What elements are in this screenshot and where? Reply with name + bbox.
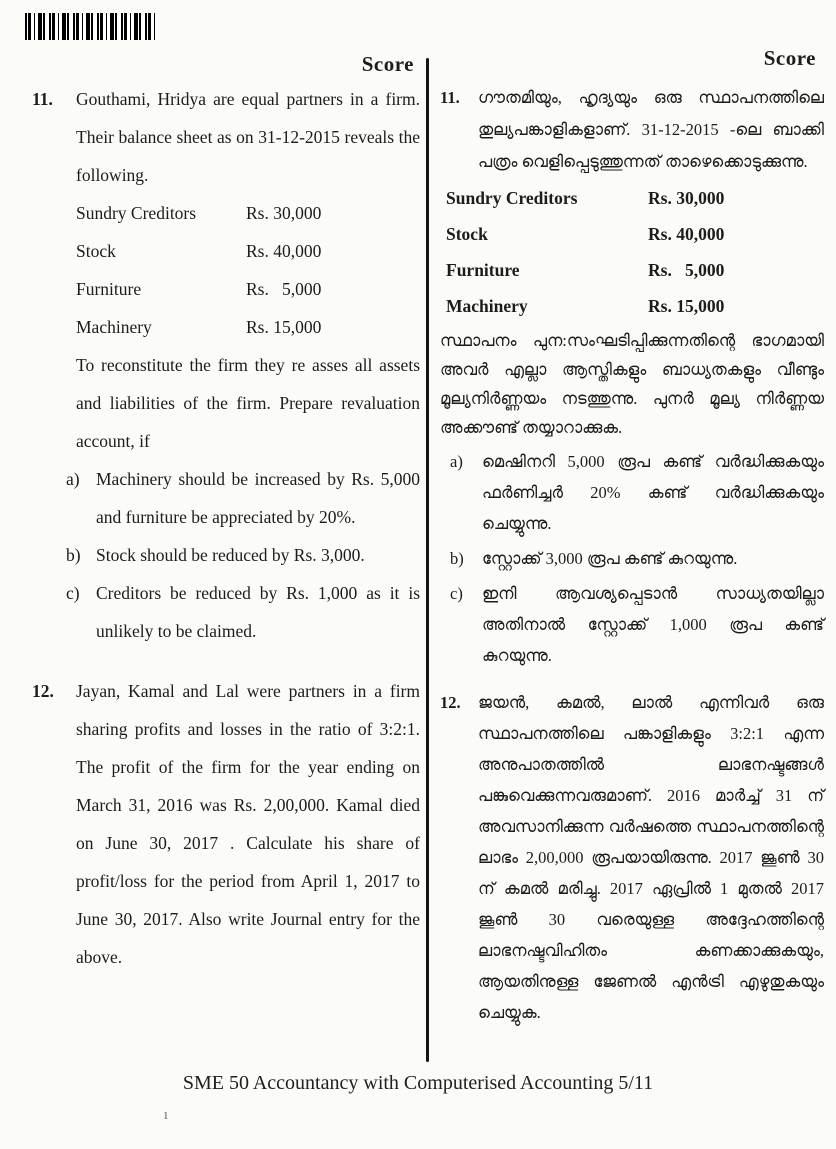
balance-value: Rs. 15,000 xyxy=(246,317,322,337)
question-12-malayalam xyxy=(440,687,824,1028)
question-12-english xyxy=(32,672,420,976)
subitem-text: Creditors be reduced by Rs. 1,000 as it is unlikely to be claimed. xyxy=(96,583,420,641)
subitem-marker: c) xyxy=(66,583,80,603)
subitem-b-malayalam xyxy=(450,543,824,574)
question-number: 12. xyxy=(32,681,54,701)
balance-row xyxy=(76,308,420,346)
subitem-c-english xyxy=(66,574,420,650)
subitem-marker: a) xyxy=(450,452,463,471)
question-intro: Gouthami, Hridya are equal partners in a firm. Their balance sheet as on 31-12-2015 reveals the following. xyxy=(76,89,420,185)
score-label-left: Score xyxy=(361,52,414,76)
subitem-marker: b) xyxy=(450,549,464,568)
balance-sheet-list-english xyxy=(76,194,420,346)
subitem-text: ഇനി ആവശ്യപ്പെടാൻ സാധ്യതയില്ലാ അതിനാൽ സ്റ്റോക്ക് 1,000 രൂപ കണ്ട് കുറയുന്നു. xyxy=(482,584,824,665)
balance-label: Sundry Creditors xyxy=(76,203,197,223)
balance-value: Rs. 5,000 xyxy=(246,279,322,299)
page-footer-title: SME 50 Accountancy with Computerised Accounting 5/11 xyxy=(182,1072,654,1094)
balance-row xyxy=(446,252,824,288)
subitem-text: മെഷിനറി 5,000 രൂപ കണ്ട് വർദ്ധിക്കുകയും ഫർണിച്ചർ 20% കണ്ട് വർദ്ധിക്കുകയും ചെയ്യുന്നു. xyxy=(482,452,824,533)
subitem-text: Machinery should be increased by Rs. 5,000 and furniture be appreciated by 20%. xyxy=(96,469,420,527)
question-body: To reconstitute the firm they re asses all assets and liabilities of the firm. Prepare revaluation account, if xyxy=(76,355,420,451)
subitem-marker: b) xyxy=(66,545,81,565)
balance-value: Rs. 5,000 xyxy=(648,260,725,280)
balance-row xyxy=(446,216,824,252)
balance-row xyxy=(76,232,420,270)
balance-value: Rs. 40,000 xyxy=(648,224,725,244)
question-number: 11. xyxy=(440,88,460,107)
subitem-a-english xyxy=(66,460,420,536)
subitem-c-malayalam xyxy=(450,578,824,671)
question-number: 12. xyxy=(440,693,461,712)
left-column-english xyxy=(32,80,420,976)
barcode-icon xyxy=(25,13,156,40)
subitem-b-english xyxy=(66,536,420,574)
subitem-marker: a) xyxy=(66,469,80,489)
balance-value: Rs. 30,000 xyxy=(246,203,322,223)
right-column-malayalam xyxy=(440,82,824,1028)
balance-label: Machinery xyxy=(76,317,152,337)
question-11-english xyxy=(32,80,420,194)
subitem-marker: c) xyxy=(450,584,463,603)
score-label-right: Score xyxy=(763,46,816,70)
balance-label: Furniture xyxy=(76,279,142,299)
balance-value: Rs. 15,000 xyxy=(648,296,725,316)
question-11-body-english xyxy=(32,346,420,460)
balance-row xyxy=(76,270,420,308)
question-11-body-malayalam: സ്ഥാപനം പുന:സംഘടിപ്പിക്കുന്നതിന്റെ ഭാഗമായി അവർ എല്ലാ ആസ്തികളും ബാധ്യതകളും വീണ്ടും മൂല്യനിർണ്ണയം നടത്തുന്നു. പുനർ മൂല്യ നിർണ്ണയ അക്കൗണ്ട് തയ്യാറാക്കുക. xyxy=(440,331,824,437)
balance-label: Sundry Creditors xyxy=(446,188,578,208)
question-intro: Jayan, Kamal and Lal were partners in a firm sharing profits and losses in the ratio of 3:2:1. The profit of the firm for the year ending on March 31, 2016 was Rs. 2,00,000. Kamal died on June 30, 2017 . Calculate his share of profit/loss for the period from April 1, 2017 to June 30, 2017. Also write Journal entry for the above. xyxy=(76,681,420,967)
balance-label: Stock xyxy=(76,241,116,261)
balance-label: Furniture xyxy=(446,260,520,280)
column-divider xyxy=(426,58,429,1062)
balance-row xyxy=(76,194,420,232)
balance-value: Rs. 30,000 xyxy=(648,188,725,208)
page-footnote-mark: 1 xyxy=(163,1110,169,1122)
balance-value: Rs. 40,000 xyxy=(246,241,322,261)
balance-label: Machinery xyxy=(446,296,528,316)
subitem-text: Stock should be reduced by Rs. 3,000. xyxy=(96,545,365,565)
balance-label: Stock xyxy=(446,224,488,244)
balance-sheet-list-malayalam xyxy=(446,180,824,324)
question-intro: ഗൗതമിയും, ഹൃദ്യയും ഒരു സ്ഥാപനത്തിലെ തുല്യപങ്കാളികളാണ്. 31-12-2015 -ലെ ബാക്കി പത്രം വെളിപ്പെടുത്തുന്നത് താഴെക്കൊടുക്കുന്നു. xyxy=(478,88,824,171)
balance-row xyxy=(446,288,824,324)
question-intro: ജയൻ, കമൽ, ലാൽ എന്നിവർ ഒരു സ്ഥാപനത്തിലെ പങ്കാളികളും 3:2:1 എന്ന അനുപാതത്തിൽ ലാഭനഷ്ടങ്ങൾ പങ്കുവെക്കുന്നവരുമാണ്. 2016 മാർച്ച് 31 ന് അവസാനിക്കുന്ന വർഷത്തെ സ്ഥാപനത്തിന്റെ ലാഭം 2,00,000 രൂപയായിരുന്നു. 2017 ജൂൺ 30 ന് കമൽ മരിച്ചു. 2017 ഏപ്രിൽ 1 മുതൽ 2017 ജൂൺ 30 വരെയുള്ള അദ്ദേഹത്തിന്റെ ലാഭനഷ്ടവിഹിതം കണക്കാക്കുകയും, ആയതിനുള്ള ജേണൽ എൻട്രി എഴുതുകയും ചെയ്യുക. xyxy=(478,693,824,1022)
subitem-a-malayalam xyxy=(450,446,824,539)
balance-row xyxy=(446,180,824,216)
question-number: 11. xyxy=(32,89,53,109)
subitem-text: സ്റ്റോക്ക് 3,000 രൂപ കണ്ട് കുറയുന്നു. xyxy=(482,549,738,568)
question-11-malayalam xyxy=(440,82,824,178)
